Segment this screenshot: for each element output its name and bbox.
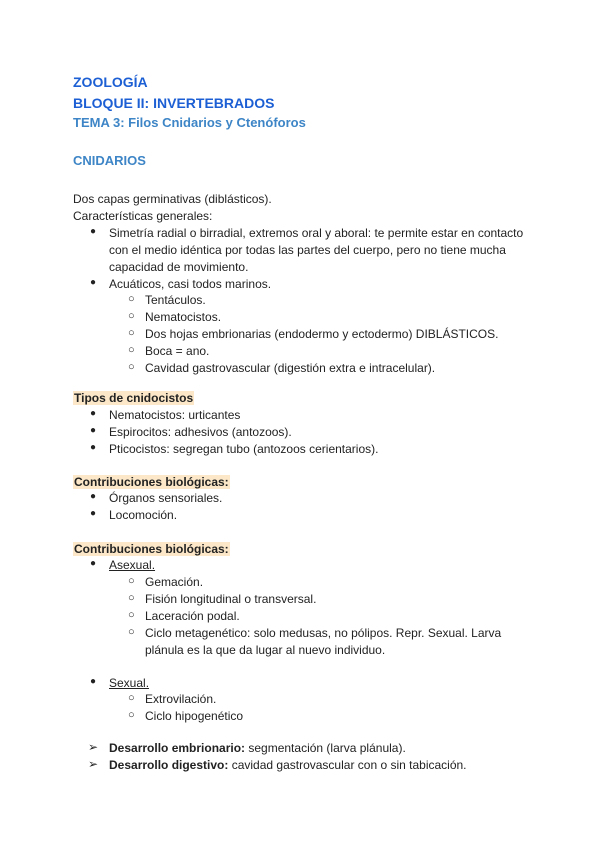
bullet-icon: ●: [90, 226, 97, 237]
bullet-icon: ●: [90, 408, 97, 419]
development-item: [109, 757, 467, 774]
sub-item: Cavidad gastrovascular (digestión extra e intracelular).: [145, 361, 436, 375]
development-label: Desarrollo digestivo:: [109, 758, 229, 772]
contrib-heading: [73, 474, 230, 491]
bullet-icon: ●: [90, 442, 97, 453]
asexual-label: Asexual.: [109, 558, 156, 572]
hollow-bullet-icon: ○: [128, 709, 135, 721]
hollow-bullet-icon: ○: [128, 575, 135, 587]
cnidocistos-title: Tipos de cnidocistos: [74, 391, 194, 405]
intro-line: Dos capas germinativas (diblásticos).: [73, 192, 272, 206]
subject-title: ZOOLOGÍA: [73, 74, 148, 90]
bullet-icon: ●: [90, 558, 97, 569]
sub-item: Ciclo metagenético: solo medusas, no pólipos. Repr. Sexual. Larva: [145, 626, 502, 640]
sub-item: Dos hojas embrionarias (endodermo y ectodermo) DIBLÁSTICOS.: [145, 327, 499, 341]
bullet-icon: ●: [90, 508, 97, 519]
list-item: Nematocistos: urticantes: [109, 408, 241, 422]
list-item: Locomoción.: [109, 508, 178, 522]
intro-line: Características generales:: [73, 209, 213, 223]
sexual-label: Sexual.: [109, 676, 150, 690]
arrow-bullet-icon: ➢: [88, 757, 99, 771]
development-text: segmentación (larva plánula).: [245, 741, 406, 755]
bullet-icon: ●: [90, 425, 97, 436]
hollow-bullet-icon: ○: [128, 626, 135, 638]
hollow-bullet-icon: ○: [128, 310, 135, 322]
bullet-icon: ●: [90, 277, 97, 288]
sub-item: Boca = ano.: [145, 344, 210, 358]
sub-item: Gemación.: [145, 575, 204, 589]
block-title: BLOQUE II: INVERTEBRADOS: [73, 95, 275, 111]
hollow-bullet-icon: ○: [128, 692, 135, 704]
list-item: Espirocitos: adhesivos (antozoos).: [109, 425, 292, 439]
development-label: Desarrollo embrionario:: [109, 741, 246, 755]
contrib-heading: [73, 541, 230, 558]
hollow-bullet-icon: ○: [128, 344, 135, 356]
hollow-bullet-icon: ○: [128, 609, 135, 621]
arrow-bullet-icon: ➢: [88, 740, 99, 754]
contrib-title: Contribuciones biológicas:: [74, 542, 229, 556]
section-title: CNIDARIOS: [73, 153, 146, 168]
sub-item: Fisión longitudinal o transversal.: [145, 592, 317, 606]
sub-item: Nematocistos.: [145, 310, 222, 324]
hollow-bullet-icon: ○: [128, 592, 135, 604]
list-item-cont: capacidad de movimiento.: [109, 260, 249, 274]
list-item: Simetría radial o birradial, extremos oral y aboral: te permite estar en contacto: [109, 226, 524, 240]
bullet-icon: ●: [90, 491, 97, 502]
hollow-bullet-icon: ○: [128, 361, 135, 373]
sub-item: Ciclo hipogenético: [145, 709, 244, 723]
topic-title: TEMA 3: Filos Cnidarios y Ctenóforos: [73, 115, 306, 130]
list-item-cont: con el medio idéntica por todas las partes del cuerpo, pero no tiene mucha: [109, 243, 506, 257]
sub-item: Tentáculos.: [145, 293, 206, 307]
list-item: Pticocistos: segregan tubo (antozoos cerientarios).: [109, 442, 379, 456]
sub-item-cont: plánula es la que da lugar al nuevo individuo.: [145, 643, 386, 657]
development-text: cavidad gastrovascular con o sin tabicación.: [228, 758, 467, 772]
sub-item: Extrovilación.: [145, 692, 217, 706]
sub-item: Laceración podal.: [145, 609, 240, 623]
list-item: Acuáticos, casi todos marinos.: [109, 277, 272, 291]
list-item: Órganos sensoriales.: [109, 491, 223, 505]
cnidocistos-heading: [73, 390, 194, 407]
hollow-bullet-icon: ○: [128, 327, 135, 339]
contrib-title: Contribuciones biológicas:: [74, 475, 229, 489]
hollow-bullet-icon: ○: [128, 293, 135, 305]
development-item: [109, 740, 406, 757]
bullet-icon: ●: [90, 676, 97, 687]
